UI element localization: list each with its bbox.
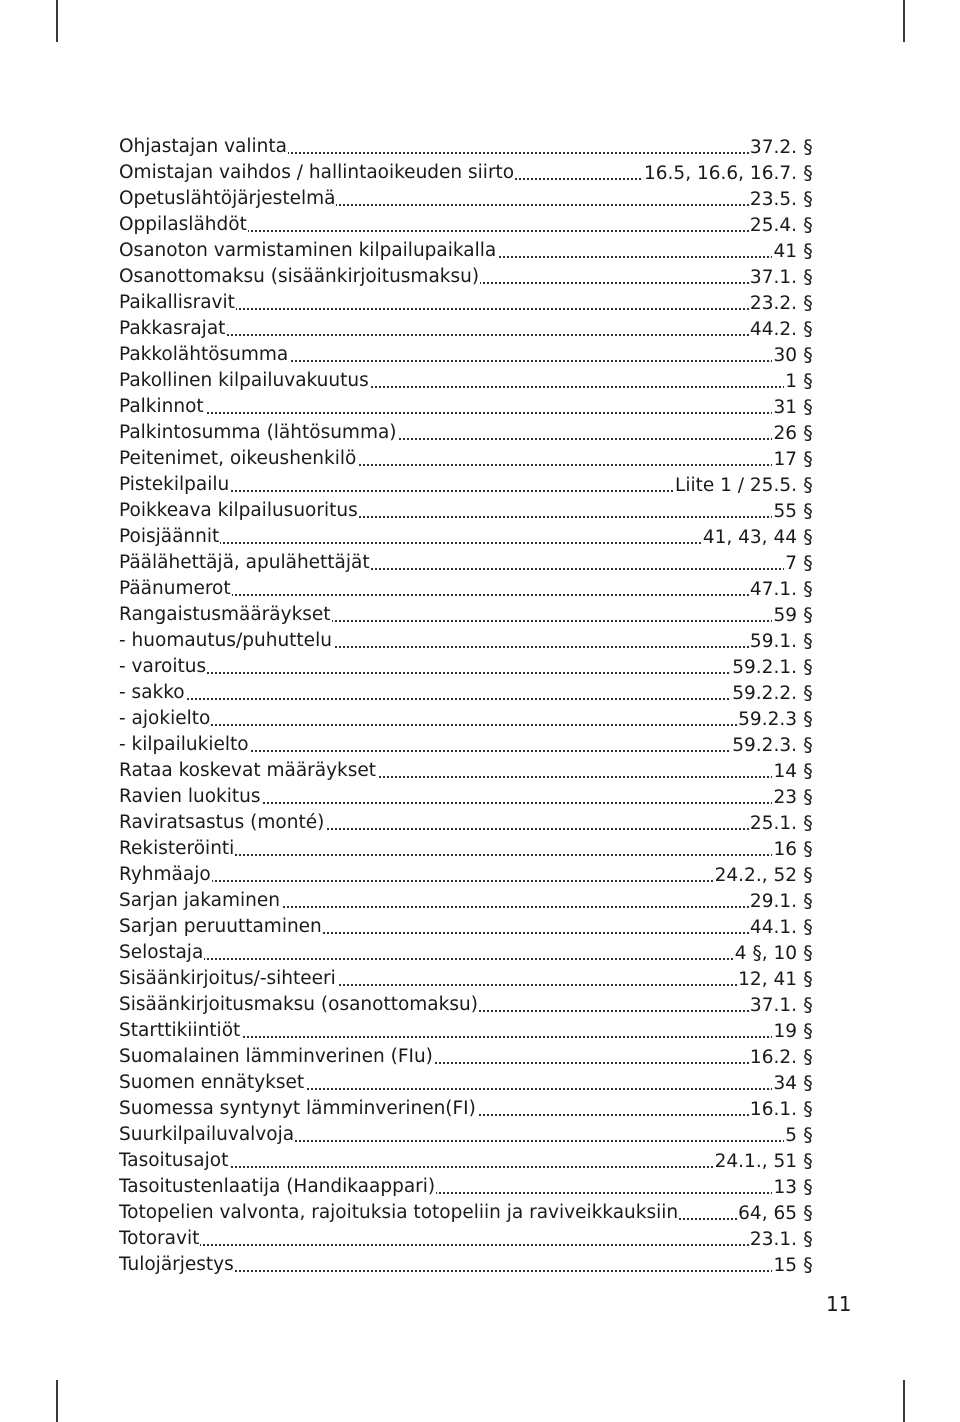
section-symbol: § [803,1020,813,1042]
index-reference-number: 14 [773,761,797,782]
index-term: - varoitus [119,656,207,677]
index-reference-number: 26 [773,423,797,444]
index-reference [737,966,819,992]
section-symbol: § [803,422,813,444]
index-reference-number: 16.2. [749,1047,797,1068]
index-entry [119,784,819,810]
index-reference [749,576,819,602]
index-reference-number: 4 §, 10 [734,943,797,964]
index-term: Ohjastajan valinta [119,136,287,157]
section-symbol: § [803,760,813,782]
index-reference [772,602,819,628]
index-entry [119,1226,819,1252]
index-term: Sarjan peruuttaminen [119,916,322,937]
index-term: Päälähettäjä, apulähettäjät [119,552,370,573]
index-reference [772,1174,819,1200]
index-reference-number: 59.2.3 [738,709,797,730]
index-reference-number: 23.5. [749,189,797,210]
section-symbol: § [803,1176,813,1198]
dot-leader [119,672,793,674]
index-reference [772,1070,819,1096]
dot-leader [119,542,793,544]
index-reference [772,394,819,420]
index-term: Poikkeava kilpailusuoritus [119,500,358,521]
index-reference [731,654,819,680]
index-reference [731,732,819,758]
index-reference-number: 25.1. [749,813,797,834]
index-entry [119,550,819,576]
index-term: Sisäänkirjoitusmaksu (osanottomaksu) [119,994,478,1015]
index-term: Pakollinen kilpailuvakuutus [119,370,369,391]
index-reference [714,862,819,888]
index-reference-number: 55 [773,501,797,522]
index-reference [772,446,819,472]
index-term: Paikallisravit [119,292,235,313]
page-number: 11 [826,1292,852,1316]
index-term: Poisjäännit [119,526,220,547]
dot-leader [119,724,793,726]
index-term: Pistekilpailu [119,474,230,495]
index-reference-number: 25.4. [749,215,797,236]
index-reference-number: 44.2. [749,319,797,340]
index-reference-number: 44.1. [749,917,797,938]
index-entry [119,394,819,420]
index-entry [119,134,819,160]
index-entry [119,680,819,706]
index-entry [119,1252,819,1278]
dot-leader [119,1244,793,1246]
index-term: Suomalainen lämminverinen (FIu) [119,1046,433,1067]
index-reference-number: 23.2. [749,293,797,314]
section-symbol: § [803,942,813,964]
index-reference-number: 37.1. [749,995,797,1016]
index-reference-number: 47.1. [749,579,797,600]
index-reference-number: 16.1. [749,1099,797,1120]
section-symbol: § [803,500,813,522]
index-reference [749,914,819,940]
index-entry [119,810,819,836]
index-reference [737,1200,819,1226]
index-reference [784,368,819,394]
index-reference [749,134,819,160]
index-reference [772,238,819,264]
index-reference [734,940,819,966]
index-reference-number: 59.1. [749,631,797,652]
index-reference-number: 16 [773,839,797,860]
index-entry [119,368,819,394]
section-symbol: § [803,1072,813,1094]
index-reference-number: 37.1. [749,267,797,288]
section-symbol: § [803,188,813,210]
index-reference-number: 16.5, 16.6, 16.7. [644,163,797,184]
index-reference-number: 7 [785,553,797,574]
section-symbol: § [803,292,813,314]
section-symbol: § [803,1254,813,1276]
index-entry [119,186,819,212]
index-entry [119,1096,819,1122]
index-entry [119,420,819,446]
index-reference-number: 29.1. [749,891,797,912]
index-reference [772,420,819,446]
index-term: - kilpailukielto [119,734,249,755]
index-term: Ryhmäajo [119,864,211,885]
index-reference-number: 31 [773,397,797,418]
index-reference-number: 30 [773,345,797,366]
index-term: Totopelien valvonta, rajoituksia totopeliin ja raviveikkauksiin [119,1202,679,1223]
index-reference [772,498,819,524]
index-reference [749,888,819,914]
index-reference [749,1044,819,1070]
section-symbol: § [803,968,813,990]
index-term: Raviratsastus (monté) [119,812,325,833]
section-symbol: § [803,682,813,704]
section-symbol: § [803,136,813,158]
index-entry [119,1148,819,1174]
index-reference [674,472,819,498]
index-term: Osanoton varmistaminen kilpailupaikalla [119,240,497,261]
dot-leader [119,698,793,700]
index-reference [749,628,819,654]
section-symbol: § [803,266,813,288]
index-term: Rataa koskevat määräykset [119,760,377,781]
section-symbol: § [803,994,813,1016]
section-symbol: § [803,552,813,574]
index-reference [714,1148,819,1174]
index-reference-number: 19 [773,1021,797,1042]
index-reference [731,680,819,706]
section-symbol: § [803,578,813,600]
index-term: - sakko [119,682,185,703]
index-reference [772,758,819,784]
section-symbol: § [803,656,813,678]
index-reference-number: 59.2.2. [732,683,797,704]
index-term: Oppilaslähdöt [119,214,247,235]
index-reference [749,1096,819,1122]
index-entry [119,290,819,316]
crop-mark-bottom-right [903,1380,905,1422]
section-symbol: § [803,162,813,184]
section-symbol: § [803,240,813,262]
index-entry [119,966,819,992]
index-term: Tulojärjestys [119,1254,234,1275]
index-entry [119,1200,819,1226]
section-symbol: § [803,214,813,236]
section-symbol: § [803,604,813,626]
dot-leader [119,958,793,960]
index-entry [119,628,819,654]
index-reference-number: 23 [773,787,797,808]
section-symbol: § [803,864,813,886]
index-reference [643,160,819,186]
index-entry [119,498,819,524]
index-term: Ravien luokitus [119,786,261,807]
index-reference-number: 1 [785,371,797,392]
index-reference [749,992,819,1018]
index-reference [772,342,819,368]
index-reference [749,810,819,836]
index-term: Sisäänkirjoitus/-sihteeri [119,968,336,989]
section-symbol: § [803,370,813,392]
section-symbol: § [803,1046,813,1068]
index-entry [119,576,819,602]
index-reference [737,706,819,732]
index-entry [119,160,819,186]
index-term: Palkintosumma (lähtösumma) [119,422,397,443]
index-reference-number: Liite 1 / 25.5. [675,475,797,496]
index-reference [772,1252,819,1278]
index-entry [119,212,819,238]
index-entry [119,992,819,1018]
index-entry [119,342,819,368]
index-term: Suomessa syntynyt lämminverinen(FI) [119,1098,476,1119]
index-entry [119,602,819,628]
index-entry [119,888,819,914]
index-entry [119,1018,819,1044]
section-symbol: § [803,344,813,366]
section-symbol: § [803,812,813,834]
index-entry [119,862,819,888]
index-term: Suomen ennätykset [119,1072,305,1093]
index-reference-number: 64, 65 [738,1203,797,1224]
index-entry [119,1122,819,1148]
index-reference [749,316,819,342]
index-list [119,134,819,1278]
index-reference [772,784,819,810]
index-term: Omistajan vaihdos / hallintaoikeuden siirto [119,162,515,183]
index-term: Opetuslähtöjärjestelmä [119,188,336,209]
index-reference-number: 24.1., 51 [714,1151,797,1172]
index-term: Tasoitustenlaatija (Handikaappari) [119,1176,436,1197]
index-reference [749,186,819,212]
section-symbol: § [803,396,813,418]
index-reference-number: 15 [773,1255,797,1276]
index-entry [119,1174,819,1200]
index-term: Rekisteröinti [119,838,235,859]
index-term: Sarjan jakaminen [119,890,280,911]
index-entry [119,264,819,290]
index-term: Selostaja [119,942,204,963]
crop-mark-bottom-left [56,1380,58,1422]
index-reference [772,836,819,862]
index-term: Totoravit [119,1228,200,1249]
index-entry [119,836,819,862]
index-reference [784,550,819,576]
index-term: Päänumerot [119,578,231,599]
crop-mark-top-right [903,0,905,42]
index-reference [749,290,819,316]
index-reference-number: 23.1. [749,1229,797,1250]
index-reference-number: 12, 41 [738,969,797,990]
section-symbol: § [803,1124,813,1146]
index-entry [119,446,819,472]
index-entry [119,316,819,342]
section-symbol: § [803,708,813,730]
index-entry [119,732,819,758]
index-reference-number: 13 [773,1177,797,1198]
section-symbol: § [803,318,813,340]
index-term: Starttikiintiöt [119,1020,241,1041]
index-term: Pakkasrajat [119,318,226,339]
index-reference [749,212,819,238]
section-symbol: § [803,786,813,808]
index-reference-number: 34 [773,1073,797,1094]
index-term: Rangaistusmääräykset [119,604,331,625]
index-entry [119,472,819,498]
section-symbol: § [803,1202,813,1224]
index-term: - ajokielto [119,708,211,729]
index-term: - huomautus/puhuttelu [119,630,332,651]
index-reference-number: 5 [785,1125,797,1146]
index-entry [119,238,819,264]
section-symbol: § [803,916,813,938]
index-term: Osanottomaksu (sisäänkirjoitusmaksu) [119,266,480,287]
index-entry [119,1044,819,1070]
index-reference-number: 59.2.3. [732,735,797,756]
index-entry [119,654,819,680]
index-term: Peitenimet, oikeushenkilö [119,448,357,469]
index-reference [702,524,819,550]
index-term: Palkinnot [119,396,204,417]
index-reference-number: 41 [773,241,797,262]
index-reference [784,1122,819,1148]
index-entry [119,524,819,550]
index-term: Pakkolähtösumma [119,344,289,365]
section-symbol: § [803,838,813,860]
index-reference-number: 37.2. [749,137,797,158]
section-symbol: § [803,890,813,912]
index-reference [749,264,819,290]
section-symbol: § [803,526,813,548]
index-reference [749,1226,819,1252]
index-reference-number: 59.2.1. [732,657,797,678]
index-reference-number: 59 [773,605,797,626]
index-term: Tasoitusajot [119,1150,229,1171]
index-reference-number: 17 [773,449,797,470]
index-reference [772,1018,819,1044]
dot-leader [119,880,793,882]
index-entry [119,1070,819,1096]
index-entry [119,758,819,784]
crop-mark-top-left [56,0,58,42]
section-symbol: § [803,1098,813,1120]
section-symbol: § [803,630,813,652]
section-symbol: § [803,1228,813,1250]
index-entry [119,706,819,732]
section-symbol: § [803,734,813,756]
index-reference-number: 24.2., 52 [714,865,797,886]
section-symbol: § [803,448,813,470]
index-entry [119,940,819,966]
section-symbol: § [803,1150,813,1172]
index-reference-number: 41, 43, 44 [702,527,797,548]
index-entry [119,914,819,940]
section-symbol: § [803,474,813,496]
dot-leader [119,412,793,414]
index-term: Suurkilpailuvalvoja [119,1124,295,1145]
